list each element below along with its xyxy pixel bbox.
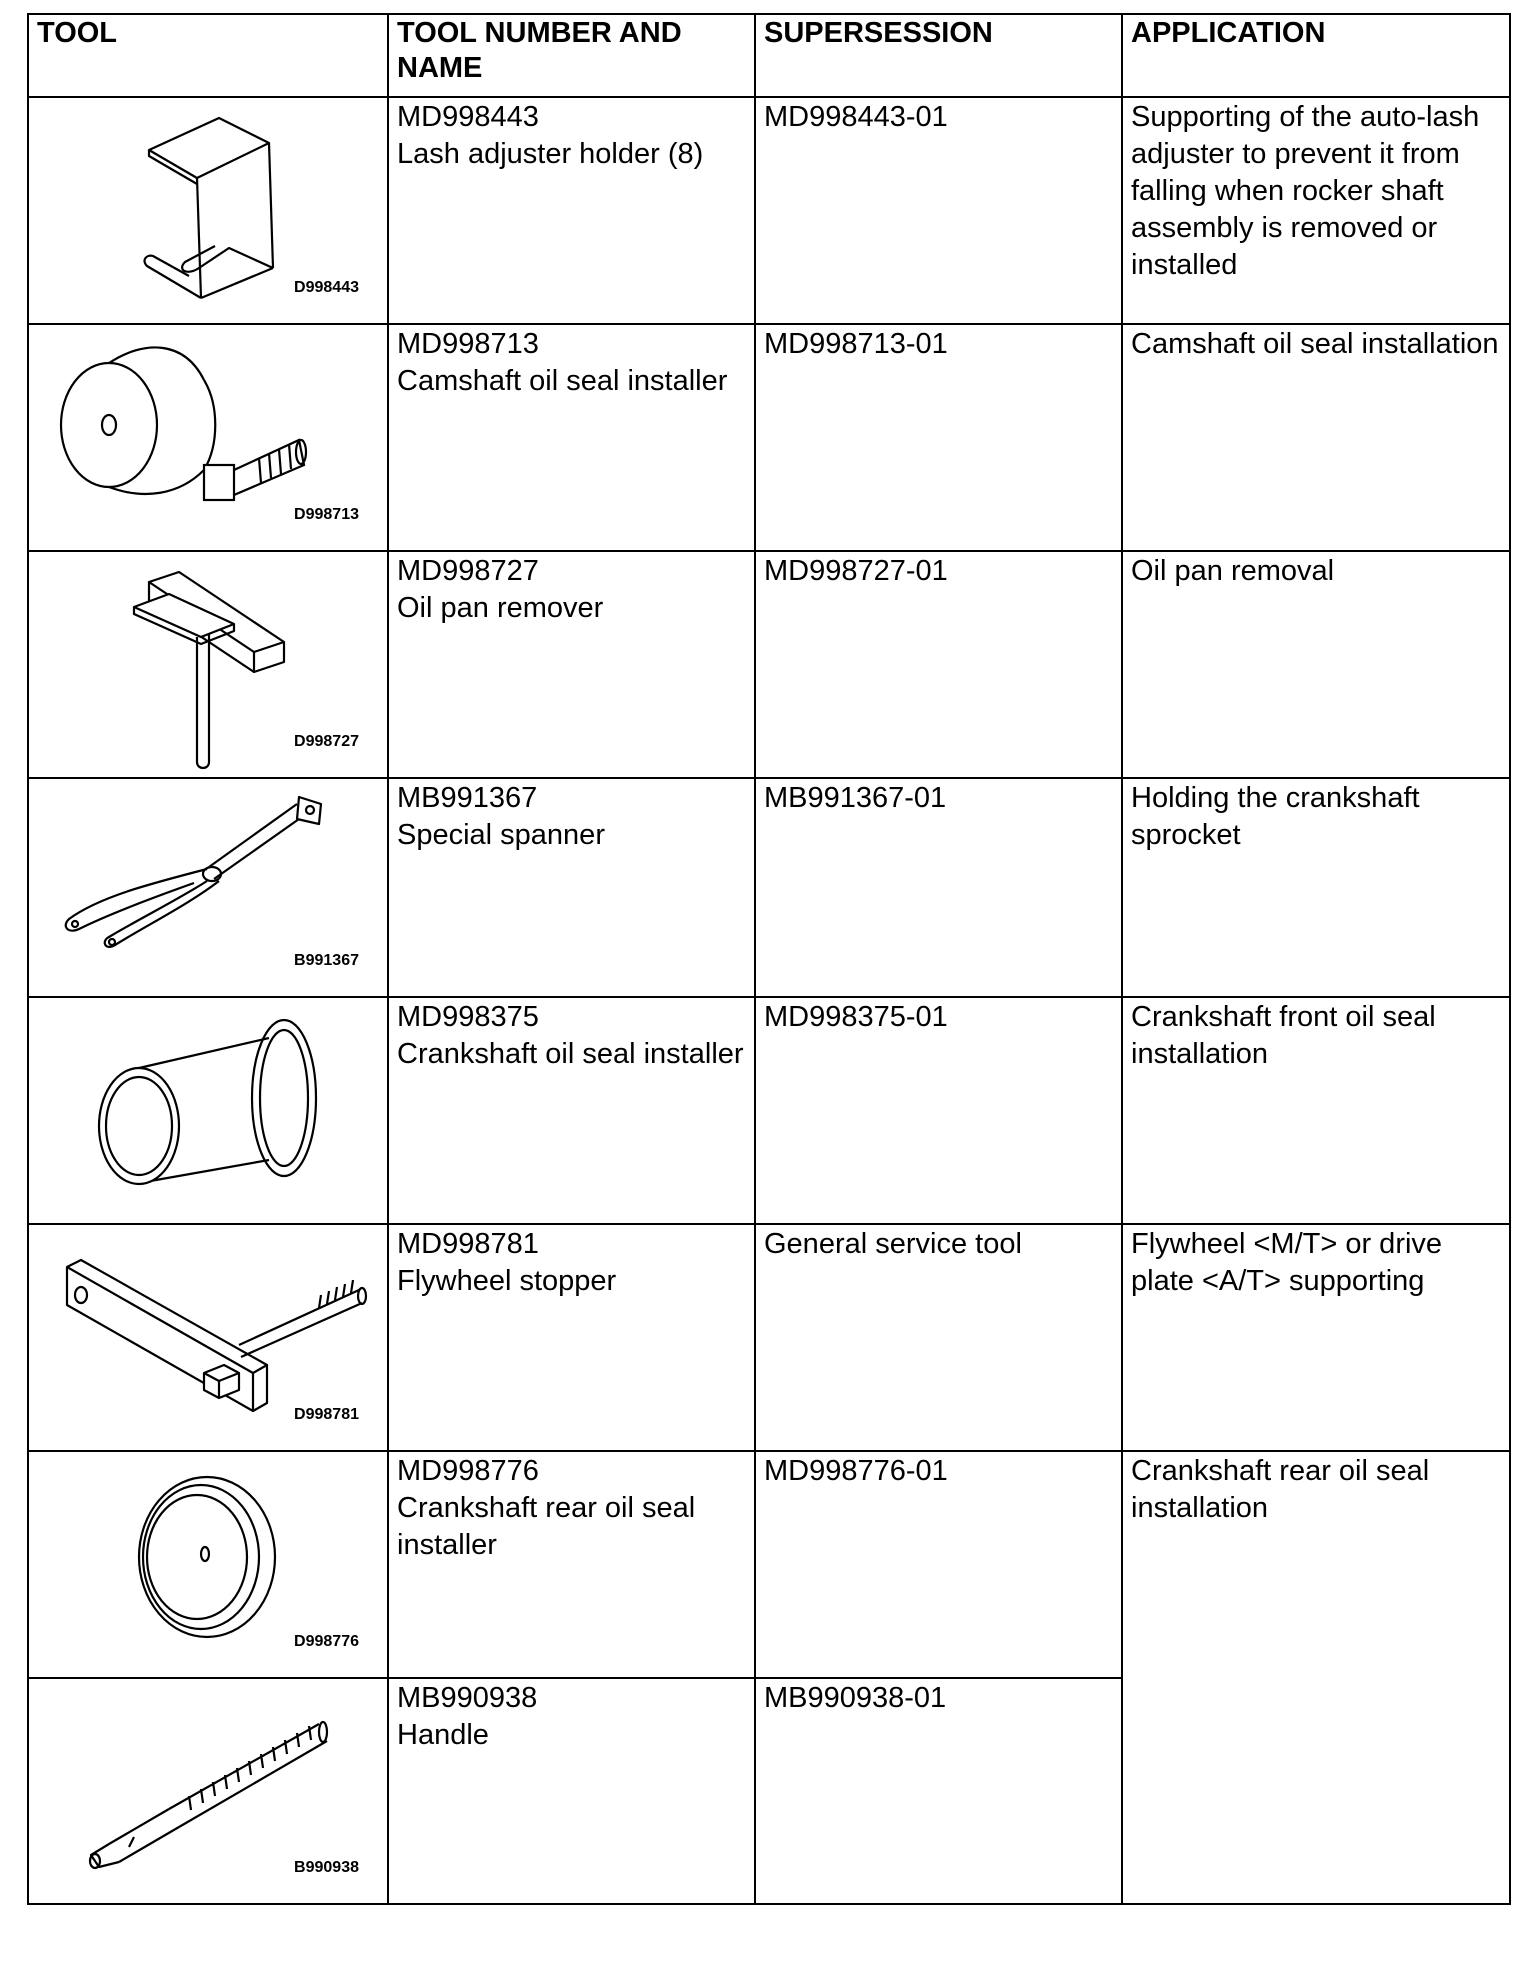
tool-number: MD998776 (397, 1455, 539, 1487)
tool-name: Special spanner (397, 819, 605, 851)
tool-number-name-cell (388, 1451, 755, 1678)
tool-number: MD998713 (397, 328, 539, 360)
table-row (28, 324, 1510, 551)
tool-number: MB991367 (397, 782, 538, 814)
table-row (28, 997, 1510, 1224)
tool-number-name-cell (388, 997, 755, 1224)
tool-number-name-cell (388, 1678, 755, 1904)
table-row (28, 97, 1510, 324)
tool-code: D998727 (294, 733, 359, 750)
tool-number-name-cell (388, 551, 755, 778)
special-tools-table (27, 13, 1511, 1905)
tool-code: D998713 (294, 506, 359, 523)
table-row (28, 778, 1510, 997)
tool-number-name-cell (388, 97, 755, 324)
application-value: Flywheel <M/T> or drive plate <A/T> supporting (1131, 1228, 1443, 1297)
table-row (28, 551, 1510, 778)
application-cell (1122, 997, 1510, 1224)
application-cell (1122, 1451, 1510, 1904)
application-value: Oil pan removal (1131, 555, 1335, 587)
tool-image-cell (28, 997, 388, 1224)
header-row (28, 14, 1510, 97)
application-value: Holding the crankshaft sprocket (1131, 782, 1420, 851)
tool-name: Lash adjuster holder (8) (397, 138, 704, 170)
supersession-value: MD998443-01 (764, 101, 948, 133)
supersession-value: MD998375-01 (764, 1001, 948, 1033)
application-value: Camshaft oil seal installation (1131, 328, 1499, 360)
tool-number: MD998375 (397, 1001, 539, 1033)
crankshaft-oil-seal-installer-icon (29, 998, 389, 1223)
tool-code: D998776 (294, 1633, 359, 1650)
tool-number-name-cell (388, 778, 755, 997)
supersession-cell (755, 997, 1122, 1224)
tool-image-cell (28, 1451, 388, 1678)
tool-image-cell (28, 97, 388, 324)
application-cell (1122, 778, 1510, 997)
tool-image-cell (28, 1678, 388, 1904)
table-row (28, 1224, 1510, 1451)
tool-code: D998781 (294, 1406, 359, 1423)
header-tool-number-name: TOOL NUMBER AND NAME (388, 14, 755, 97)
tool-name: Crankshaft rear oil seal installer (397, 1492, 696, 1561)
header-application: APPLICATION (1122, 14, 1510, 97)
tool-name: Flywheel stopper (397, 1265, 617, 1297)
tool-number: MD998443 (397, 101, 539, 133)
supersession-value: MD998776-01 (764, 1455, 948, 1487)
header-tool: TOOL (28, 14, 388, 97)
supersession-value: MB990938-01 (764, 1682, 947, 1714)
tool-number: MD998781 (397, 1228, 539, 1260)
tool-number: MD998727 (397, 555, 539, 587)
supersession-cell (755, 97, 1122, 324)
application-cell (1122, 324, 1510, 551)
tool-name: Camshaft oil seal installer (397, 365, 728, 397)
supersession-cell (755, 1451, 1122, 1678)
tool-image-cell (28, 778, 388, 997)
supersession-value: General service tool (764, 1228, 1022, 1260)
application-value: Supporting of the auto-lash adjuster to prevent it from falling when rocker shaft assembly is removed or installed (1131, 101, 1480, 281)
supersession-cell (755, 1224, 1122, 1451)
tool-name: Oil pan remover (397, 592, 604, 624)
tool-code: D998443 (294, 279, 359, 296)
supersession-cell (755, 778, 1122, 997)
tool-code: B991367 (294, 952, 359, 969)
tool-number-name-cell (388, 324, 755, 551)
application-value: Crankshaft rear oil seal installation (1131, 1455, 1430, 1524)
supersession-cell (755, 1678, 1122, 1904)
tool-number-name-cell (388, 1224, 755, 1451)
supersession-value: MB991367-01 (764, 782, 947, 814)
tool-code: B990938 (294, 1859, 359, 1876)
application-cell (1122, 1224, 1510, 1451)
supersession-cell (755, 551, 1122, 778)
application-cell (1122, 551, 1510, 778)
supersession-cell (755, 324, 1122, 551)
tool-number: MB990938 (397, 1682, 538, 1714)
application-cell (1122, 97, 1510, 324)
tool-image-cell (28, 324, 388, 551)
supersession-value: MD998727-01 (764, 555, 948, 587)
application-value: Crankshaft front oil seal installation (1131, 1001, 1436, 1070)
tool-image-cell (28, 551, 388, 778)
table-row (28, 1451, 1510, 1678)
tool-image-cell (28, 1224, 388, 1451)
tool-name: Crankshaft oil seal installer (397, 1038, 744, 1070)
supersession-value: MD998713-01 (764, 328, 948, 360)
tool-name: Handle (397, 1719, 489, 1751)
header-supersession: SUPERSESSION (755, 14, 1122, 97)
